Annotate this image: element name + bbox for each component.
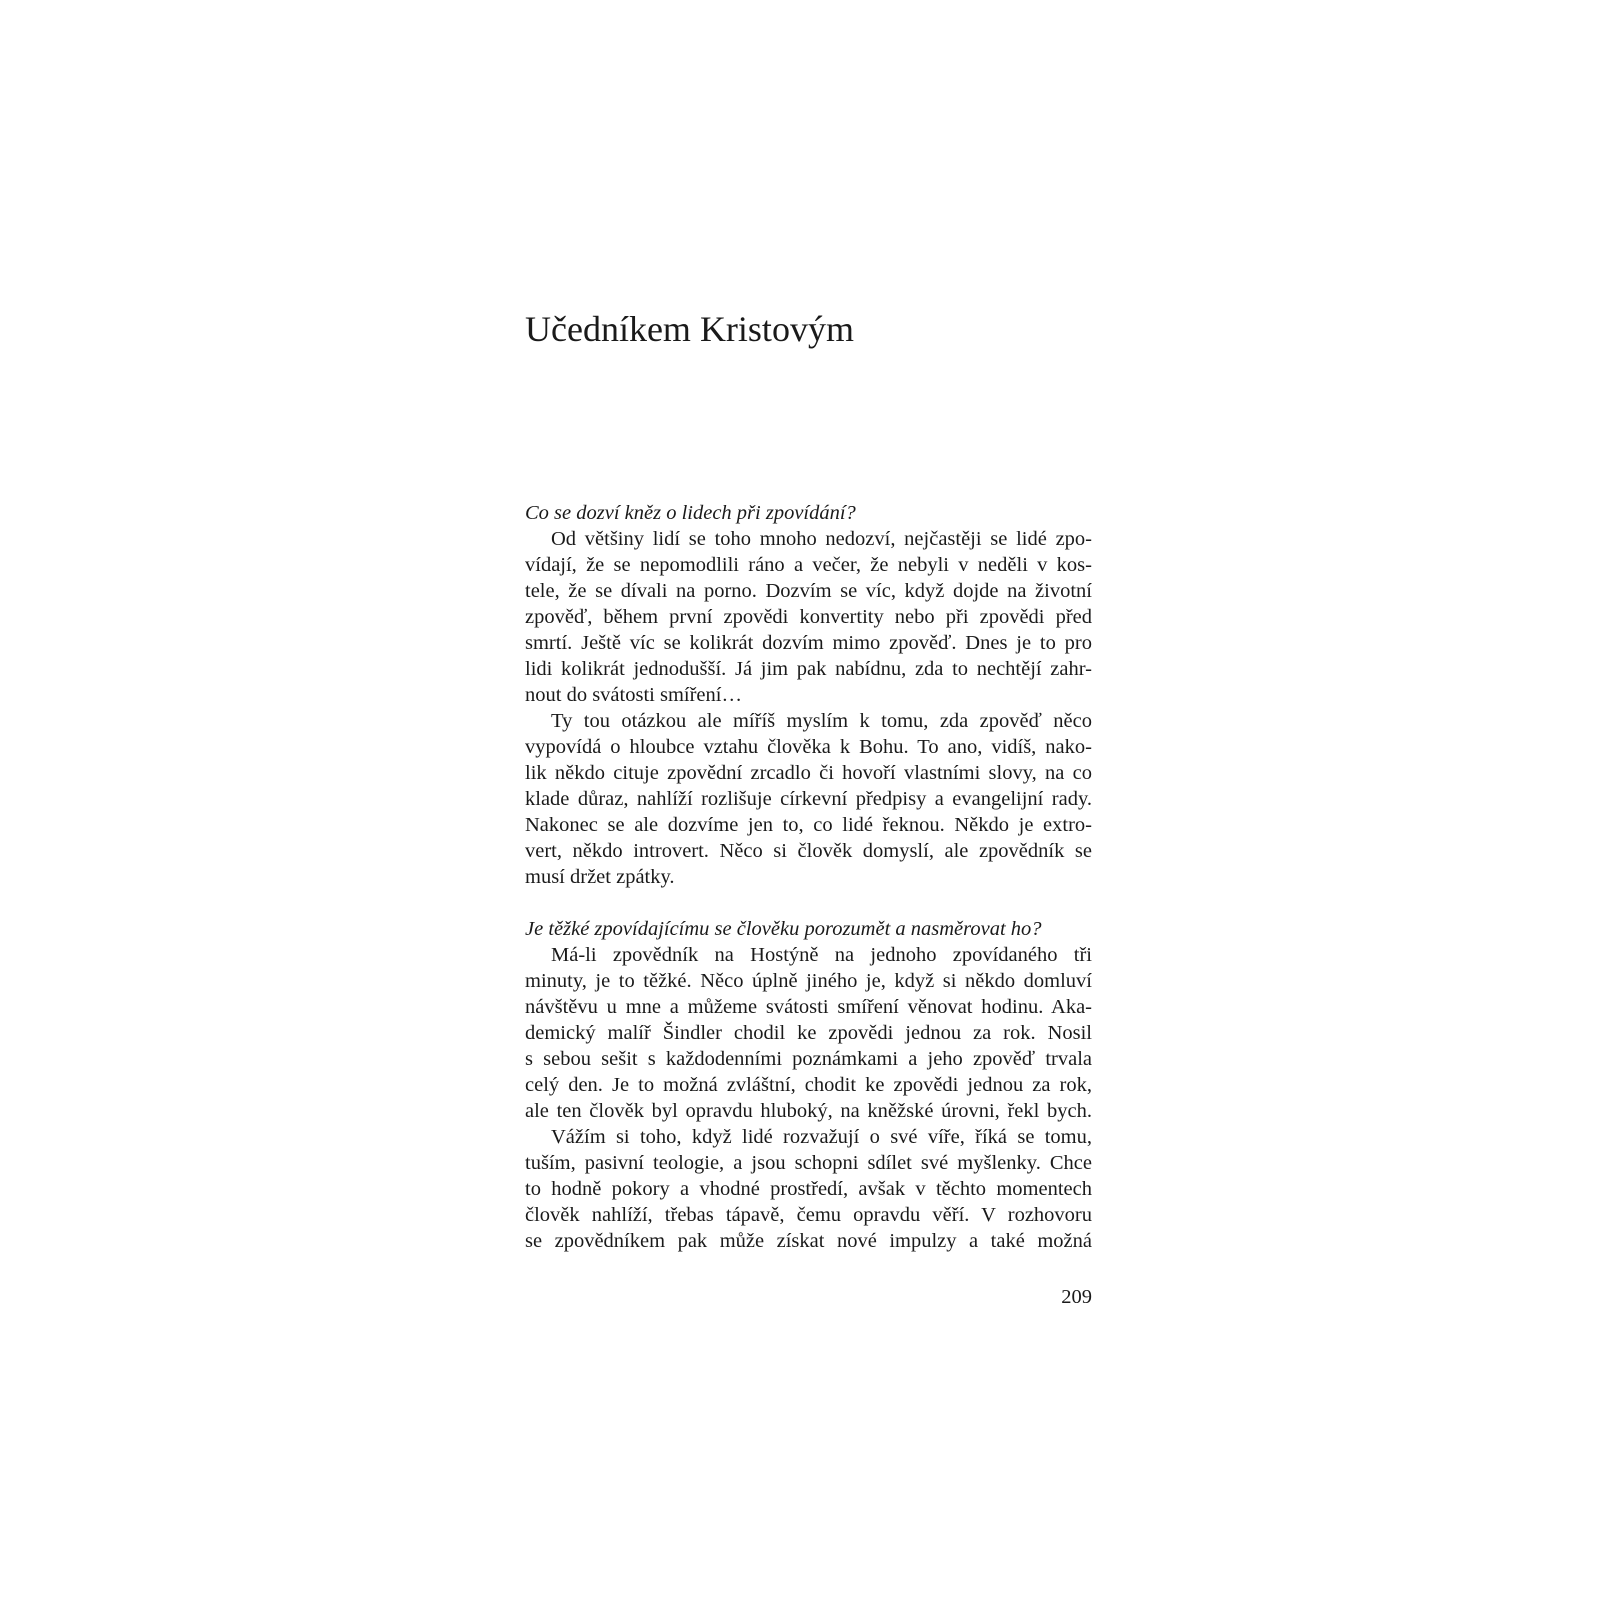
interview-question: Co se dozví kněz o lidech při zpovídání? <box>525 502 856 524</box>
text-line: nout do svátosti smíření… <box>525 684 742 706</box>
text-line: člověk nahlíží, třebas tápavě, čemu opravdu věří. V rozhovoru <box>525 1204 1092 1226</box>
text-line: Vážím si toho, když lidé rozvažují o své víře, říká se tomu, <box>551 1126 1092 1148</box>
page-number: 209 <box>1061 1286 1092 1308</box>
text-line: lidi kolikrát jednodušší. Já jim pak nabídnu, zda to nechtějí zahr- <box>525 658 1092 680</box>
answer-paragraph <box>525 1124 1092 1254</box>
answer-paragraph <box>525 526 1092 708</box>
text-line: zpověď, během první zpovědi konvertity nebo při zpovědi před <box>525 606 1092 628</box>
text-line: to hodně pokory a vhodné prostředí, avšak v těchto momentech <box>525 1178 1092 1200</box>
text-line: klade důraz, nahlíží rozlišuje církevní předpisy a evangelijní rady. <box>525 788 1092 810</box>
text-line: demický malíř Šindler chodil ke zpovědi jednou za rok. Nosil <box>525 1022 1092 1044</box>
text-line: tele, že se dívali na porno. Dozvím se víc, když dojde na životní <box>525 580 1092 602</box>
text-line: Od většiny lidí se toho mnoho nedozví, nejčastěji se lidé zpo- <box>551 528 1092 550</box>
interview-question: Je těžké zpovídajícímu se člověku porozumět a nasměrovat ho? <box>525 918 1042 940</box>
text-line: Má-li zpovědník na Hostýně na jednoho zpovídaného tři <box>551 944 1092 966</box>
text-line: celý den. Je to možná zvláštní, chodit ke zpovědi jednou za rok, <box>525 1074 1092 1096</box>
text-line: s sebou sešit s každodenními poznámkami a jeho zpověď trvala <box>525 1048 1092 1070</box>
chapter-title: Učedníkem Kristovým <box>525 309 854 349</box>
text-line: vert, někdo introvert. Něco si člověk domyslí, ale zpovědník se <box>525 840 1092 862</box>
text-line: musí držet zpátky. <box>525 866 675 888</box>
text-line: vypovídá o hloubce vztahu člověka k Bohu. To ano, vidíš, nako- <box>525 736 1092 758</box>
text-line: Ty tou otázkou ale míříš myslím k tomu, zda zpověď něco <box>551 710 1092 732</box>
text-line: se zpovědníkem pak může získat nové impulzy a také možná <box>525 1230 1092 1252</box>
text-line: Nakonec se ale dozvíme jen to, co lidé řeknou. Někdo je extro- <box>525 814 1092 836</box>
body-text <box>525 500 1092 1254</box>
text-line: ale ten člověk byl opravdu hluboký, na kněžské úrovni, řekl bych. <box>525 1100 1092 1122</box>
text-line: minuty, je to těžké. Něco úplně jiného je, když si někdo domluví <box>525 970 1092 992</box>
text-line: návštěvu u mne a můžeme svátosti smíření věnovat hodinu. Aka- <box>525 996 1092 1018</box>
text-line: tuším, pasivní teologie, a jsou schopni sdílet své myšlenky. Chce <box>525 1152 1092 1174</box>
text-line: vídají, že se nepomodlili ráno a večer, že nebyli v neděli v kos- <box>525 554 1092 576</box>
qa-section-2 <box>525 916 1092 1254</box>
text-line: lik někdo cituje zpovědní zrcadlo či hovoří vlastními slovy, na co <box>525 762 1092 784</box>
answer-paragraph <box>525 942 1092 1124</box>
text-line: smrtí. Ještě víc se kolikrát dozvím mimo zpověď. Dnes je to pro <box>525 632 1092 654</box>
answer-paragraph <box>525 708 1092 890</box>
qa-section-1 <box>525 500 1092 890</box>
